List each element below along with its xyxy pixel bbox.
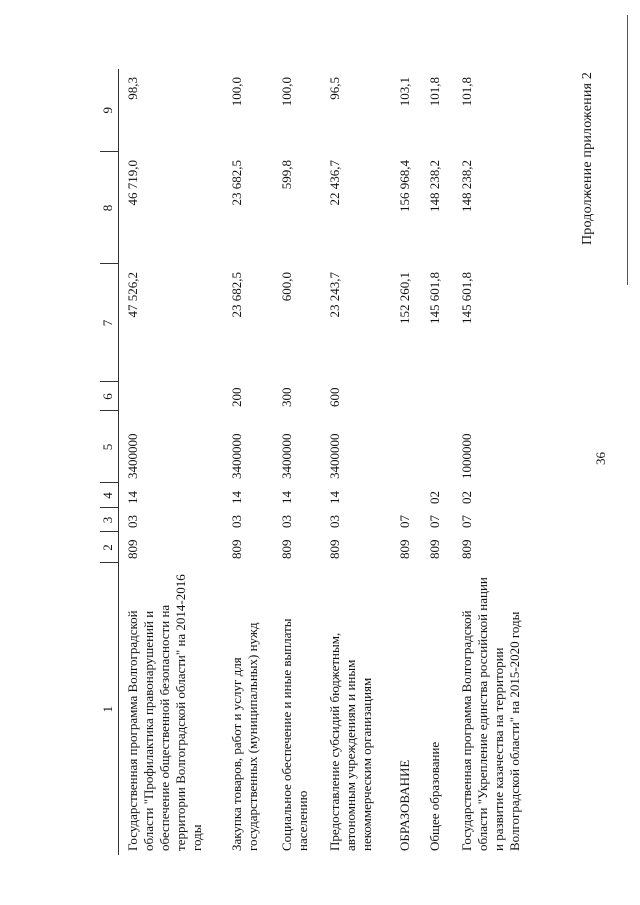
cell-col-3: 03 (228, 515, 244, 528)
header-col-8: 8 (100, 152, 119, 264)
header-rule (627, 15, 628, 285)
cell-col-4 (391, 483, 421, 508)
cell-col-4: 02 (458, 491, 474, 504)
cell-col-6: 200 (228, 387, 244, 407)
cell-col-7: 23 243,7 (326, 272, 342, 318)
cell-col-8: 156 968,4 (396, 160, 412, 212)
cell-col-3: 03 (326, 515, 342, 528)
cell-col-7: 47 526,2 (125, 272, 140, 318)
cell-col-9: 101,8 (426, 77, 442, 107)
header-col-4: 4 (100, 483, 119, 508)
cell-col-4: 14 (278, 491, 294, 504)
cell-col-9: 103,1 (396, 77, 412, 107)
cell-col-9: 98,3 (125, 77, 140, 100)
cell-col-6 (119, 382, 223, 411)
page-number: 36 (593, 452, 608, 465)
header-col-1: 1 (100, 563, 119, 855)
header-col-6: 6 (100, 382, 119, 411)
cell-col-7: 145 601,8 (426, 272, 442, 324)
cell-col-8: 148 238,2 (458, 160, 474, 212)
row-name: ОБРАЗОВАНИЕ (396, 759, 412, 851)
table-row (391, 69, 421, 855)
cell-col-5: 3400000 (326, 433, 342, 479)
continuation-label: Продолжение приложения 2 (580, 71, 595, 245)
cell-col-3: 07 (458, 515, 474, 528)
header-col-2: 2 (100, 532, 119, 563)
table-row (453, 69, 549, 855)
table-row (421, 69, 453, 855)
cell-col-2: 809 (278, 539, 294, 559)
table-row (273, 69, 321, 855)
cell-col-3: 03 (125, 515, 140, 528)
cell-col-4: 14 (228, 491, 244, 504)
header-col-5: 5 (100, 411, 119, 483)
cell-col-2: 809 (458, 539, 474, 559)
cell-col-8: 599,8 (278, 160, 294, 190)
cell-col-5: 3400000 (125, 433, 140, 479)
cell-col-7: 152 260,1 (396, 272, 412, 324)
cell-col-9: 100,0 (228, 77, 244, 107)
row-name: Предоставление субсидий бюджетным, автономным учреждениям и иным некоммерческим организациям (326, 632, 374, 851)
cell-col-8: 46 719,0 (125, 160, 140, 206)
cell-col-4: 14 (326, 491, 342, 504)
row-name: Социальное обеспечение и иные выплаты населению (278, 618, 310, 851)
cell-col-2: 809 (396, 539, 412, 559)
cell-col-4: 02 (426, 491, 442, 504)
table-row (321, 69, 391, 855)
cell-col-3: 07 (426, 515, 442, 528)
row-name: Государственная программа Волгоградской области "Профилактика правонарушений и обеспечение общественной безопасности на территории Волгоградской области" на 2014-2016 годы (125, 574, 204, 851)
cell-col-6 (453, 382, 549, 411)
cell-col-5: 1000000 (458, 433, 474, 479)
cell-col-8: 148 238,2 (426, 160, 442, 212)
cell-col-5 (421, 411, 453, 483)
cell-col-5 (391, 411, 421, 483)
cell-col-6 (421, 382, 453, 411)
cell-col-5: 3400000 (278, 433, 294, 479)
row-name: Закупка товаров, работ и услуг для государственных (муниципальных) нужд (228, 622, 260, 851)
cell-col-6: 300 (278, 387, 294, 407)
cell-col-3: 03 (278, 515, 294, 528)
row-name: Государственная программа Волгоградской области "Укрепление единства российской нации и развитие казачества на территории Волгоградской области" на 2015-2020 годы (458, 577, 522, 851)
cell-col-7: 23 682,5 (228, 272, 244, 318)
cell-col-2: 809 (228, 539, 244, 559)
cell-col-6 (391, 382, 421, 411)
table-header (100, 69, 119, 855)
header-col-7: 7 (100, 264, 119, 382)
cell-col-4: 14 (125, 491, 140, 504)
cell-col-2: 809 (125, 539, 140, 559)
table-row (223, 69, 273, 855)
cell-col-9: 100,0 (278, 77, 294, 107)
header-col-3: 3 (100, 508, 119, 532)
cell-col-9: 101,8 (458, 77, 474, 107)
cell-col-2: 809 (326, 539, 342, 559)
cell-col-9: 96,5 (326, 77, 342, 100)
cell-col-3: 07 (396, 515, 412, 528)
budget-table (100, 69, 549, 855)
table-row (119, 69, 223, 855)
cell-col-6: 600 (326, 387, 342, 407)
cell-col-7: 600,0 (278, 272, 294, 302)
cell-col-8: 22 436,7 (326, 160, 342, 206)
cell-col-8: 23 682,5 (228, 160, 244, 206)
cell-col-7: 145 601,8 (458, 272, 474, 324)
row-name: Общее образование (426, 741, 442, 851)
header-col-9: 9 (100, 69, 119, 152)
table-body (119, 69, 549, 855)
cell-col-5: 3400000 (228, 433, 244, 479)
cell-col-2: 809 (426, 539, 442, 559)
